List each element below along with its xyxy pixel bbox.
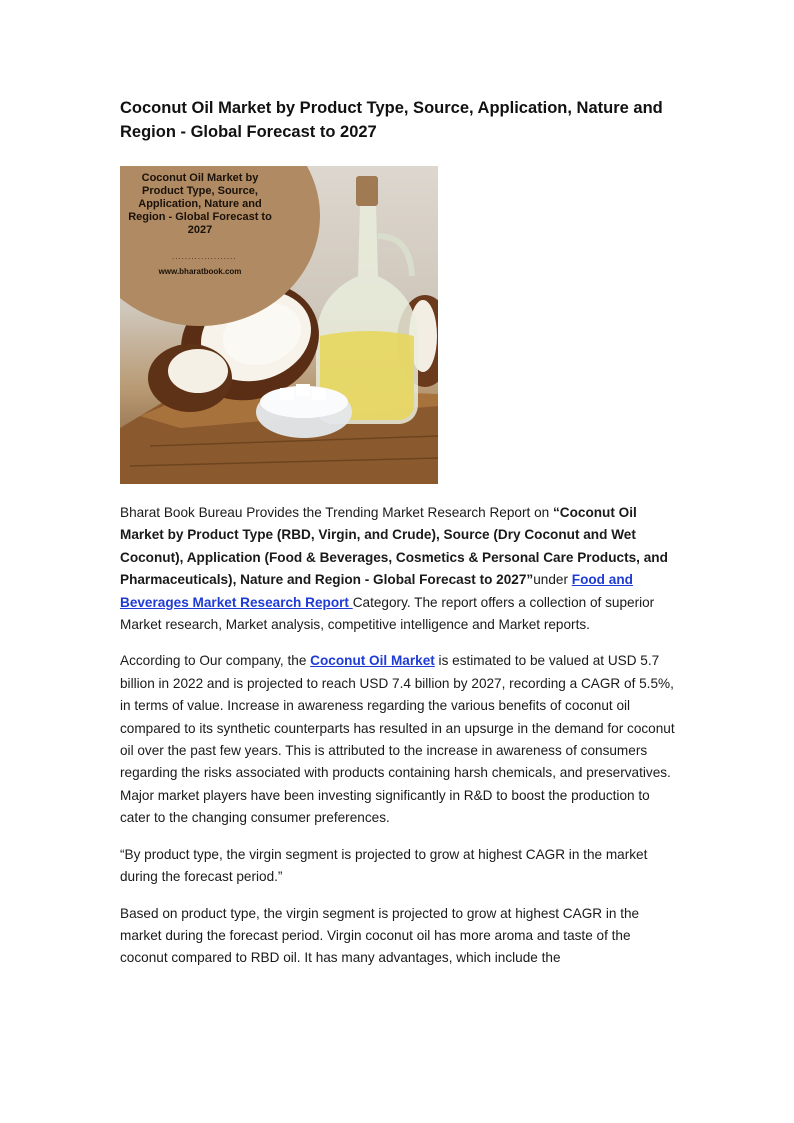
report-cover-image <box>120 166 438 484</box>
badge-divider: .................... <box>172 252 237 261</box>
page-title: Coconut Oil Market by Product Type, Source, Application, Nature and Region - Global Forecast to 2027 <box>120 99 663 141</box>
market-text-2: is estimated to be valued at USD 5.7 billion in 2022 and is projected to reach USD 7.4 billion by 2027, recording a CAGR of 5.5%, in terms of value. Increase in awareness regarding the various benefits of coconut oil compared to its synthetic counterparts has resulted in an upsurge in the demand for coconut oil over the past few years. This is attributed to the increase in awareness of consumers regarding the risks associated with products containing harsh chemicals, and preservatives. Major market players have been investing significantly in R&D to boost the production to cater to the changing consumer preferences. <box>120 653 675 826</box>
intro-text-2: under <box>533 572 572 588</box>
market-size-paragraph <box>120 650 676 829</box>
report-title-bold: “Coconut Oil Market by Product Type (RBD, Virgin, and Crude), Source (Dry Coconut and Wet Coconut), Application (Food & Beverages, Cosmetics & Personal Care Products, and Pharmaceuticals), Nature and Region - Global Forecast to 2027” <box>120 505 668 588</box>
quote-paragraph: “By product type, the virgin segment is projected to grow at highest CAGR in the market during the forecast period.” <box>120 846 648 885</box>
category-link[interactable]: Food and Beverages Market Research Report <box>120 572 633 610</box>
intro-text-3: Category. The report offers a collection of superior Market research, Market analysis, competitive intelligence and Market reports. <box>120 594 655 633</box>
badge-url: www.bharatbook.com <box>158 267 242 276</box>
product-type-paragraph: Based on product type, the virgin segment is projected to grow at highest CAGR in the market during the forecast period. Virgin coconut oil has more aroma and taste of the coconut compared to RBD oil. It has many advantages, which include the <box>120 905 640 966</box>
market-text-1: According to Our company, the <box>120 653 311 669</box>
intro-paragraph <box>120 502 676 636</box>
badge-title: Coconut Oil Market by Product Type, Source, Application, Nature and Region - Global Forecast to 2027 <box>128 172 272 236</box>
coconut-oil-market-link[interactable]: Coconut Oil Market <box>310 653 435 669</box>
document-content <box>120 96 676 970</box>
intro-text-1: Bharat Book Bureau Provides the Trending Market Research Report on <box>120 505 553 520</box>
